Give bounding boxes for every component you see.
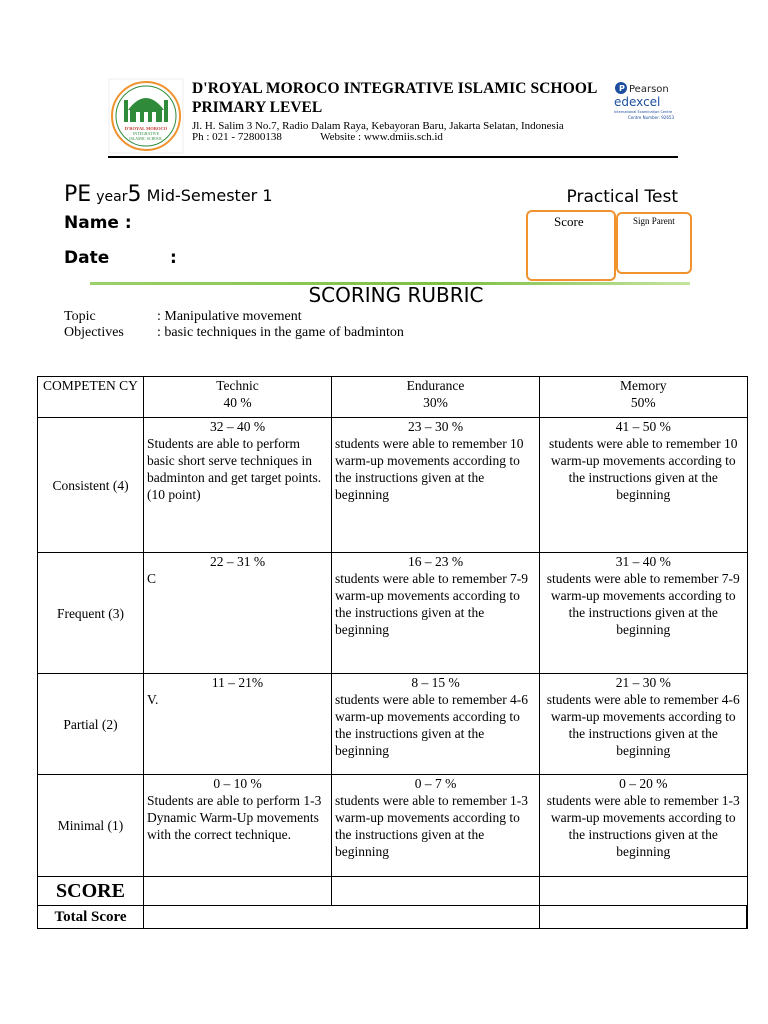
technic-desc: V. (147, 692, 159, 707)
header-technic (144, 377, 332, 418)
memory-desc: students were able to remember 7-9 warm-up movements according to the instructions given at the beginning (546, 571, 740, 637)
total-score-row (38, 906, 748, 929)
practical-test-label: Practical Test (566, 187, 678, 207)
header-memory (540, 377, 748, 418)
objectives-value: : basic techniques in the game of badminton (157, 325, 404, 340)
technic-cell (144, 418, 332, 553)
endurance-range: 23 – 30 % (407, 419, 464, 434)
endurance-desc: students were able to remember 7-9 warm-up movements according to the instructions given at the beginning (335, 571, 529, 637)
year-label: year (96, 189, 128, 205)
topic-row (64, 309, 302, 325)
name-label: Name : (64, 213, 132, 233)
topic-label: Topic (64, 309, 96, 324)
technic-range: 0 – 10 % (213, 776, 262, 791)
header-endurance-label: Endurance (406, 378, 465, 393)
header-memory-pct: 50% (630, 395, 656, 410)
technic-cell (144, 674, 332, 775)
pearson-edexcel-logo (614, 80, 684, 126)
sign-parent-label: Sign Parent (633, 216, 675, 226)
endurance-cell (332, 674, 540, 775)
level-cell: Minimal (1) (38, 775, 144, 877)
endurance-range: 16 – 23 % (407, 554, 464, 569)
memory-cell (540, 418, 748, 553)
technic-desc: C (147, 571, 157, 586)
edexcel-text: edexcel (614, 95, 661, 109)
endurance-desc: students were able to remember 1-3 warm-up movements according to the instructions given at the beginning (335, 793, 529, 859)
endurance-range: 0 – 7 % (414, 776, 457, 791)
total-score-label: Total Score (38, 906, 144, 929)
rubric-table (37, 376, 748, 929)
header-memory-label: Memory (620, 378, 667, 393)
score-row (38, 877, 748, 906)
endurance-range: 8 – 15 % (411, 675, 460, 690)
year-number: 5 (127, 182, 142, 207)
school-contact: Ph : 021 - 72800138 Website : www.dmiis.sch.id (192, 131, 443, 143)
svg-text:P: P (619, 84, 625, 93)
topic-value: : Manipulative movement (157, 309, 302, 324)
technic-range: 11 – 21% (211, 675, 264, 690)
technic-desc: Students are able to perform basic short serve techniques in badminton and get target points. (10 point) (147, 436, 322, 502)
technic-range: 32 – 40 % (209, 419, 266, 434)
score-technic-cell[interactable] (144, 877, 332, 906)
logo-text-mid: INTEGRATIVE (132, 131, 160, 136)
memory-range: 0 – 20 % (619, 776, 668, 791)
subject-line (64, 182, 273, 207)
objectives-row (64, 325, 404, 341)
table-row (38, 553, 748, 674)
centre-number: Centre Number: 92653 (628, 115, 674, 120)
technic-range: 22 – 31 % (209, 554, 266, 569)
memory-cell (540, 553, 748, 674)
total-score-extra-cell[interactable] (540, 906, 748, 929)
logo-text-bottom: ISLAMIC SCHOOL (129, 136, 163, 141)
school-name: D'ROYAL MOROCO INTEGRATIVE ISLAMIC SCHOOL (192, 80, 598, 97)
table-row (38, 775, 748, 877)
memory-range: 31 – 40 % (615, 554, 671, 569)
memory-cell (540, 674, 748, 775)
subject: PE (64, 182, 92, 207)
total-score-cell[interactable] (144, 906, 540, 929)
date-label: Date (64, 248, 110, 268)
table-row (38, 418, 748, 553)
objectives-label: Objectives (64, 325, 124, 340)
school-level: PRIMARY LEVEL (192, 99, 323, 116)
rubric-title: SCORING RUBRIC (308, 283, 484, 307)
memory-desc: students were able to remember 1-3 warm-up movements according to the instructions given at the beginning (546, 793, 740, 859)
endurance-cell (332, 553, 540, 674)
header-endurance-pct: 30% (423, 395, 448, 410)
endurance-cell (332, 775, 540, 877)
header-endurance (332, 377, 540, 418)
memory-desc: students were able to remember 10 warm-up movements according to the instructions given at the beginning (548, 436, 738, 502)
level-cell: Frequent (3) (38, 553, 144, 674)
pearson-text: Pearson (629, 84, 669, 95)
school-logo (108, 78, 184, 154)
endurance-desc: students were able to remember 4-6 warm-up movements according to the instructions given at the beginning (335, 692, 529, 758)
date-colon: : (170, 248, 177, 268)
edexcel-sub: International Examination Centre (614, 110, 673, 114)
score-memory-cell[interactable] (540, 877, 748, 906)
technic-cell (144, 553, 332, 674)
technic-cell (144, 775, 332, 877)
header-technic-label: Technic (216, 378, 259, 393)
level-cell: Consistent (4) (38, 418, 144, 553)
school-address: Jl. H. Salim 3 No.7, Radio Dalam Raya, Kebayoran Baru, Jakarta Selatan, Indonesia (192, 120, 564, 132)
score-endurance-cell[interactable] (332, 877, 540, 906)
endurance-desc: students were able to remember 10 warm-up movements according to the instructions given at the beginning (335, 436, 524, 502)
header-divider (108, 156, 678, 158)
level-cell: Partial (2) (38, 674, 144, 775)
technic-desc: Students are able to perform 1-3 Dynamic Warm-Up movements with the correct technique. (147, 793, 322, 842)
memory-range: 41 – 50 % (615, 419, 671, 434)
table-header-row (38, 377, 748, 418)
endurance-cell (332, 418, 540, 553)
memory-range: 21 – 30 % (615, 675, 671, 690)
score-box-label: Score (554, 214, 584, 229)
memory-cell (540, 775, 748, 877)
score-label: SCORE (38, 877, 144, 906)
table-row (38, 674, 748, 775)
memory-desc: students were able to remember 4-6 warm-up movements according to the instructions given at the beginning (546, 692, 740, 758)
semester: Mid-Semester 1 (146, 186, 273, 205)
header-competency: COMPETEN CY (38, 377, 144, 418)
header-technic-pct: 40 % (223, 395, 252, 410)
logo-text-top: D'ROYAL MOROCO (124, 126, 168, 131)
